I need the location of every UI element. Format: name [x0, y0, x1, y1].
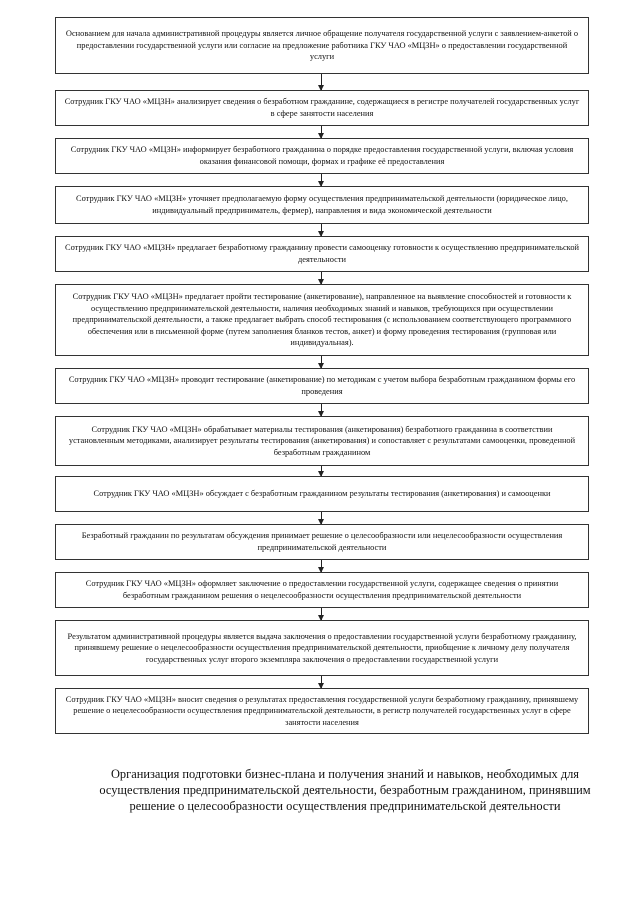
flow-step-6: Сотрудник ГКУ ЧАО «МЦЗН» предлагает пройти тестирование (анкетирование), направленное на выявление способностей и готовности к осуществлению предпринимательской деятельности, наличия необходимых знаний и навыков, требующихся при осуществлении предпринимательской деятельности, а также предлагает выбрать способ тестирования (с использованием соответствующего программного обеспечения или в письменной форме (путем заполнения бланков тестов, анкет) и форму проведения тестирования (групповая или индивидуальная).: [55, 284, 589, 356]
flow-step-13: Сотрудник ГКУ ЧАО «МЦЗН» вносит сведения о результатах предоставления государственной услуги безработному гражданину, принявшему решение о нецелесообразности осуществления предпринимательской деятельности, в регистр получателей государственных услуг в сфере занятости населения: [55, 688, 589, 734]
flow-arrow: [321, 676, 322, 688]
section-caption: Организация подготовки бизнес-плана и получения знаний и навыков, необходимых для осуществления предпринимательской деятельности, безработным гражданином, принявшим решение о целесообразности осуществления предпринимательской деятельности: [99, 767, 591, 813]
flow-arrow: [321, 466, 322, 476]
flow-arrow: [321, 356, 322, 368]
flow-step-12: Результатом административной процедуры является выдача заключения о предоставлении государственной услуги безработному гражданину, принявшему решение о нецелесообразности осуществления предпринимательской деятельности, приобщение к личному делу получателя государственных услуг второго экземпляра заключения о предоставлении государственной услуги: [55, 620, 589, 676]
flow-arrow: [321, 560, 322, 572]
flow-step-1: Основанием для начала административной процедуры является личное обращение получателя государственной услуги с заявлением-анкетой о предоставлении государственной услуги или согласие на предложение работника ГКУ ЧАО «МЦЗН» о предоставлении государственной услуги: [55, 17, 589, 74]
flow-arrow: [321, 404, 322, 416]
flow-step-3: Сотрудник ГКУ ЧАО «МЦЗН» информирует безработного гражданина о порядке предоставления государственной услуги, включая условия оказания финансовой помощи, формах и графике её предоставления: [55, 138, 589, 174]
flow-step-7: Сотрудник ГКУ ЧАО «МЦЗН» проводит тестирование (анкетирование) по методикам с учетом выбора безработным гражданином формы его проведения: [55, 368, 589, 404]
flow-step-10: Безработный гражданин по результатам обсуждения принимает решение о целесообразности или нецелесообразности осуществления предпринимательской деятельности: [55, 524, 589, 560]
flow-step-4: Сотрудник ГКУ ЧАО «МЦЗН» уточняет предполагаемую форму осуществления предпринимательской деятельности (юридическое лицо, индивидуальный предприниматель, фермер), направления и вида экономической деятельности: [55, 186, 589, 224]
flow-arrow: [321, 174, 322, 186]
flow-step-8: Сотрудник ГКУ ЧАО «МЦЗН» обрабатывает материалы тестирования (анкетирования) безработного гражданина в соответствии установленным методиками, анализирует результаты тестирования (анкетирования) и сопоставляет с результатами самооценки, проведенной безработным гражданином: [55, 416, 589, 466]
flow-step-5: Сотрудник ГКУ ЧАО «МЦЗН» предлагает безработному гражданину провести самооценку готовности к осуществлению предпринимательской деятельности: [55, 236, 589, 272]
flow-step-11: Сотрудник ГКУ ЧАО «МЦЗН» оформляет заключение о предоставлении государственной услуги, содержащее сведения о принятии безработным гражданином решения о нецелесообразности осуществления предпринимательской деятельности: [55, 572, 589, 608]
flow-arrow: [321, 74, 322, 90]
flow-arrow: [321, 224, 322, 236]
flow-step-9: Сотрудник ГКУ ЧАО «МЦЗН» обсуждает с безработным гражданином результаты тестирования (анкетирования) и самооценки: [55, 476, 589, 512]
flow-arrow: [321, 272, 322, 284]
flow-step-2: Сотрудник ГКУ ЧАО «МЦЗН» анализирует сведения о безработном гражданине, содержащиеся в регистре получателей государственных услуг в сфере занятости населения: [55, 90, 589, 126]
flow-arrow: [321, 126, 322, 138]
flow-arrow: [321, 512, 322, 524]
flow-arrow: [321, 608, 322, 620]
